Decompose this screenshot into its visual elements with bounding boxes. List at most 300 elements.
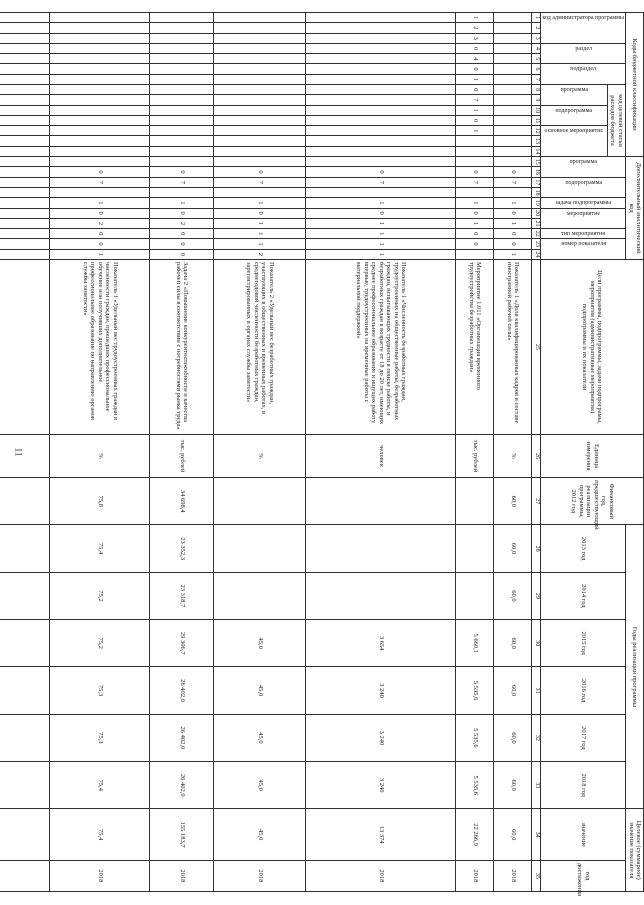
code-cell: 0 (494, 239, 532, 249)
code-cell (0, 115, 50, 125)
code-cell: 0 (50, 229, 150, 239)
column-number-row (532, 13, 541, 892)
code-cell (0, 187, 50, 197)
goal-cell: Показатель 2 «Удельный вес безработных граждан, участвующих в общественных и временных работах, в среднегодовой численности безработных граждан, зарегистрированных в органах службы занятости» (214, 259, 306, 434)
column-number: 11 (532, 115, 541, 125)
goal-cell: Показатель 1 «Удельный вес трудоустроенных граждан в численности граждан, прошедших профессиональное обучение или получивших дополнительное профессиональное образование по направлению органов службы занятости» (50, 259, 150, 434)
code-cell: 1 (214, 229, 306, 239)
code-cell (0, 64, 50, 74)
header-value: значение (541, 809, 626, 860)
column-number: 22 (532, 229, 541, 239)
column-number: 1 (532, 13, 541, 23)
year-value-cell (214, 525, 306, 572)
column-number: 26 (532, 434, 541, 477)
code-cell: 7 (150, 177, 214, 187)
code-cell (150, 105, 214, 115)
code-cell (306, 157, 456, 167)
code-cell (50, 105, 150, 115)
column-number: 15 (532, 157, 541, 167)
code-cell (494, 126, 532, 136)
code-cell (150, 74, 214, 84)
year-value-cell: 75,3 (50, 667, 150, 714)
code-cell (214, 84, 306, 94)
column-number: 17 (532, 177, 541, 187)
code-cell (150, 13, 214, 23)
code-cell (0, 84, 50, 94)
header-task: задача подпрограммы (555, 200, 612, 207)
code-cell (306, 84, 456, 94)
code-cell: 0 (456, 43, 494, 53)
column-number: 30 (532, 620, 541, 667)
code-cell (214, 146, 306, 156)
code-cell (50, 43, 150, 53)
base-year-cell (306, 478, 456, 525)
year-reach-cell (0, 860, 50, 891)
header-y2016: 2016 год (541, 667, 626, 714)
column-number: 35 (532, 860, 541, 891)
code-cell: 0 (306, 208, 456, 218)
column-number: 16 (532, 167, 541, 177)
code-cell: 1 (50, 198, 150, 208)
code-cell: 0 (150, 208, 214, 218)
year-value-cell: 45,0 (214, 620, 306, 667)
code-cell: 1 (214, 198, 306, 208)
code-cell (150, 187, 214, 197)
code-cell (0, 126, 50, 136)
header-event-type: тип мероприятия (561, 231, 606, 238)
code-cell (214, 43, 306, 53)
year-value-cell (0, 762, 50, 809)
header-years: Годы реализации программы (626, 525, 644, 809)
header-admin-code: код администратора программы (542, 15, 625, 21)
header-program: программа (560, 86, 588, 93)
code-cell (214, 105, 306, 115)
header-budget-codes: Коды бюджетной классификации (626, 13, 644, 157)
code-cell (494, 105, 532, 115)
header-main-event: основное мероприятие (544, 128, 604, 135)
year-value-cell: 45,0 (214, 667, 306, 714)
goal-cell: Показатель 1 «Доля квалифицированных кадров в составе иностранной рабочей силы» (494, 259, 532, 434)
base-year-cell: 60,0 (494, 478, 532, 525)
code-cell (150, 33, 214, 43)
target-value-cell: 75,4 (50, 809, 150, 860)
target-value-cell: 45,0 (214, 809, 306, 860)
header-unit: Единица измерения (541, 434, 644, 477)
column-number: 20 (532, 208, 541, 218)
code-cell (150, 84, 214, 94)
code-cell (494, 33, 532, 43)
code-cell (0, 13, 50, 23)
code-cell (494, 95, 532, 105)
header-subprogram: подпрограмма (555, 107, 593, 114)
code-cell (0, 54, 50, 64)
code-cell (306, 126, 456, 136)
column-number: 18 (532, 187, 541, 197)
year-value-cell: 75,4 (50, 525, 150, 572)
code-cell: 1 (306, 249, 456, 259)
table-row (456, 13, 494, 892)
code-cell: 0 (494, 229, 532, 239)
table-body (0, 13, 532, 892)
code-cell (306, 64, 456, 74)
year-value-cell (306, 525, 456, 572)
code-cell (306, 115, 456, 125)
code-cell (0, 218, 50, 228)
code-cell: 0 (214, 167, 306, 177)
code-cell: 1 (456, 74, 494, 84)
base-year-cell: 34 698,4 (150, 478, 214, 525)
column-number: 10 (532, 105, 541, 115)
column-number: 12 (532, 126, 541, 136)
code-cell (214, 13, 306, 23)
code-cell (50, 64, 150, 74)
year-value-cell: 3 240 (306, 714, 456, 761)
year-value-cell: 60,0 (494, 762, 532, 809)
code-cell (306, 43, 456, 53)
code-cell (214, 74, 306, 84)
code-cell (456, 146, 494, 156)
code-cell: 0 (456, 84, 494, 94)
column-number: 31 (532, 667, 541, 714)
header-subprogram-a: подпрограмма (564, 179, 602, 186)
code-cell (306, 33, 456, 43)
code-cell (494, 54, 532, 64)
year-reach-cell: 2018 (456, 860, 494, 891)
column-number: 29 (532, 572, 541, 619)
year-value-cell: 75,4 (50, 762, 150, 809)
code-cell (0, 177, 50, 187)
year-value-cell (456, 572, 494, 619)
year-value-cell: 5 535,6 (456, 667, 494, 714)
column-number: 23 (532, 239, 541, 249)
year-reach-cell: 2018 (494, 860, 532, 891)
code-cell (494, 187, 532, 197)
code-cell: 1 (494, 249, 532, 259)
code-cell (494, 74, 532, 84)
code-cell: 1 (306, 198, 456, 208)
unit-cell: % (494, 434, 532, 477)
code-cell (150, 95, 214, 105)
code-cell (306, 74, 456, 84)
year-value-cell: 60,0 (494, 525, 532, 572)
code-cell (150, 54, 214, 64)
code-cell: 0 (150, 229, 214, 239)
code-cell (0, 229, 50, 239)
unit-cell: человек (306, 434, 456, 477)
year-value-cell (306, 572, 456, 619)
code-cell: 0 (50, 167, 150, 177)
code-cell: 1 (494, 198, 532, 208)
code-cell (50, 136, 150, 146)
year-value-cell (0, 572, 50, 619)
unit-cell: % (214, 434, 306, 477)
code-cell (306, 95, 456, 105)
year-value-cell: 26 402,0 (150, 762, 214, 809)
column-number: 2 (532, 23, 541, 33)
code-cell: 1 (50, 249, 150, 259)
base-year-cell (0, 478, 50, 525)
code-cell (214, 23, 306, 33)
code-cell (150, 126, 214, 136)
header-subsection: подраздел (570, 66, 597, 73)
code-cell (214, 33, 306, 43)
code-cell: 0 (306, 167, 456, 177)
code-cell (0, 146, 50, 156)
code-cell: 0 (456, 208, 494, 218)
goal-cell: Мероприятие 1.011 «Организация временного трудоустройства безработных граждан» (456, 259, 494, 434)
table-row (50, 13, 150, 892)
code-cell (0, 95, 50, 105)
year-value-cell: 5 660,1 (456, 620, 494, 667)
target-value-cell: 22 266,9 (456, 809, 494, 860)
code-cell: 7 (456, 177, 494, 187)
code-cell (150, 157, 214, 167)
code-cell (0, 167, 50, 177)
header-base-year: Финансовый год, предшествующий реализации программы, 2012 год (541, 478, 644, 525)
year-reach-cell: 2018 (306, 860, 456, 891)
code-cell (50, 146, 150, 156)
code-cell (0, 74, 50, 84)
code-cell (306, 105, 456, 115)
code-cell: 0 (456, 167, 494, 177)
code-cell (306, 187, 456, 197)
code-cell: 0 (494, 167, 532, 177)
table-row (0, 13, 50, 892)
code-cell: 3 (456, 33, 494, 43)
header-year-reach: год достижения (541, 860, 626, 891)
code-cell: 2 (214, 249, 306, 259)
year-value-cell (456, 525, 494, 572)
column-number: 32 (532, 714, 541, 761)
column-number: 28 (532, 525, 541, 572)
table-row (150, 13, 214, 892)
code-cell (214, 136, 306, 146)
code-cell (50, 23, 150, 33)
header-indicator: номер показателя (560, 241, 606, 248)
header-goal: Цели программы, подпрограммы, задачи подпрограмы, мероприятия (административные мероприятия) подпрограммы и их показатели (541, 259, 644, 434)
code-cell (306, 54, 456, 64)
code-cell (0, 249, 50, 259)
code-cell: 7 (306, 177, 456, 187)
year-value-cell (0, 667, 50, 714)
column-number: 14 (532, 146, 541, 156)
code-cell (150, 43, 214, 53)
code-cell (0, 239, 50, 249)
code-cell: 0 (456, 115, 494, 125)
column-number: 7 (532, 74, 541, 84)
code-cell (0, 157, 50, 167)
code-cell (306, 146, 456, 156)
table-row (306, 13, 456, 892)
year-value-cell (0, 620, 50, 667)
year-value-cell: 75,2 (50, 620, 150, 667)
code-cell (50, 54, 150, 64)
column-number: 27 (532, 478, 541, 525)
code-cell: 7 (456, 95, 494, 105)
column-number: 3 (532, 33, 541, 43)
header-extra-code: Дополнительный аналитический код (626, 157, 644, 260)
target-value-cell: 13 374 (306, 809, 456, 860)
code-cell (494, 43, 532, 53)
code-cell: 0 (456, 239, 494, 249)
code-cell (0, 23, 50, 33)
page-number: 11 (13, 447, 24, 457)
column-number: 9 (532, 95, 541, 105)
code-cell (150, 64, 214, 74)
code-cell (494, 136, 532, 146)
target-value-cell (0, 809, 50, 860)
code-cell: 2 (50, 218, 150, 228)
year-reach-cell: 2018 (150, 860, 214, 891)
code-cell (494, 23, 532, 33)
code-cell: 2 (456, 23, 494, 33)
table-row (214, 13, 306, 892)
code-cell (306, 23, 456, 33)
year-reach-cell: 2018 (50, 860, 150, 891)
code-cell (214, 115, 306, 125)
code-cell: 1 (150, 198, 214, 208)
code-cell (50, 95, 150, 105)
code-cell: 0 (150, 249, 214, 259)
header-y2017: 2017 год (541, 714, 626, 761)
code-cell (494, 157, 532, 167)
header-y2018: 2018 год (541, 762, 626, 809)
year-value-cell: 75,3 (50, 714, 150, 761)
program-indicators-table (0, 12, 644, 897)
year-value-cell (0, 525, 50, 572)
code-cell (50, 84, 150, 94)
unit-cell: % (50, 434, 150, 477)
goal-cell (0, 259, 50, 434)
code-cell (50, 33, 150, 43)
year-value-cell: 60,0 (494, 620, 532, 667)
code-cell (50, 13, 150, 23)
code-cell: 1 (456, 105, 494, 115)
code-cell (0, 208, 50, 218)
year-value-cell: 3 654 (306, 620, 456, 667)
unit-cell: тыс. рублей (150, 434, 214, 477)
year-value-cell: 29 306,7 (150, 620, 214, 667)
code-cell: 4 (456, 54, 494, 64)
code-cell (214, 157, 306, 167)
year-value-cell: 23 318,7 (150, 572, 214, 619)
year-value-cell: 26 402,0 (150, 667, 214, 714)
code-cell: 1 (214, 239, 306, 249)
code-cell: 0 (150, 239, 214, 249)
code-cell (214, 54, 306, 64)
header-target: Целевое (суммарное) значение показателя (626, 809, 644, 892)
code-cell: 1 (306, 218, 456, 228)
code-cell: 1 (494, 218, 532, 228)
year-value-cell: 45,0 (214, 762, 306, 809)
code-cell (214, 126, 306, 136)
unit-cell (0, 434, 50, 477)
column-number: 33 (532, 762, 541, 809)
unit-cell: тыс. рублей (456, 434, 494, 477)
column-number: 13 (532, 136, 541, 146)
goal-cell: Показатель 1 «Численность безработных граждан, трудоустроенных на общественные работы, безработных граждан, испытывающих трудности в поиске работы, и безработных граждан в возрасте от 18 до 20 лет, имеющих среднее профессиональное образование и ищущих работу впервые, трудоустроенных на временные работы с материальной поддержкой» (306, 259, 456, 434)
code-cell (456, 187, 494, 197)
code-cell: 1 (306, 229, 456, 239)
code-cell: 0 (50, 208, 150, 218)
target-value-cell: 60,0 (494, 809, 532, 860)
code-cell: 7 (214, 177, 306, 187)
program-indicators-sheet (36, 12, 644, 897)
code-cell (494, 115, 532, 125)
column-number: 19 (532, 198, 541, 208)
code-cell: 0 (494, 208, 532, 218)
base-year-cell (214, 478, 306, 525)
code-cell: 7 (50, 177, 150, 187)
code-cell: 0 (50, 239, 150, 249)
header-y2013: 2013 год (541, 525, 626, 572)
code-cell (456, 136, 494, 146)
base-year-cell (456, 478, 494, 525)
year-reach-cell: 2018 (214, 860, 306, 891)
code-cell: 1 (456, 13, 494, 23)
code-cell (306, 13, 456, 23)
column-number: 25 (532, 259, 541, 434)
code-cell (0, 43, 50, 53)
year-value-cell: 3 240 (306, 667, 456, 714)
column-number: 4 (532, 43, 541, 53)
code-cell (50, 187, 150, 197)
code-cell (214, 64, 306, 74)
code-cell (0, 136, 50, 146)
base-year-cell: 75,8 (50, 478, 150, 525)
year-value-cell (214, 572, 306, 619)
code-cell (494, 13, 532, 23)
code-cell (150, 115, 214, 125)
year-value-cell: 3 240 (306, 762, 456, 809)
code-cell: 1 (214, 218, 306, 228)
year-value-cell: 60,0 (494, 714, 532, 761)
code-cell (494, 64, 532, 74)
code-cell: 1 (456, 218, 494, 228)
code-cell (494, 84, 532, 94)
code-cell (0, 198, 50, 208)
year-value-cell: 60,0 (494, 572, 532, 619)
code-cell: 0 (456, 229, 494, 239)
code-cell: 0 (214, 208, 306, 218)
code-cell (50, 157, 150, 167)
year-value-cell: 60,0 (494, 667, 532, 714)
year-value-cell (0, 714, 50, 761)
column-number: 34 (532, 809, 541, 860)
code-cell (214, 187, 306, 197)
code-cell (456, 157, 494, 167)
column-number: 5 (532, 54, 541, 64)
code-cell (50, 74, 150, 84)
code-cell: 0 (150, 167, 214, 177)
year-value-cell: 5 535,6 (456, 714, 494, 761)
header-event: мероприятие (566, 210, 600, 217)
column-number: 6 (532, 64, 541, 74)
header-y2015: 2015 год (541, 620, 626, 667)
column-number: 8 (532, 84, 541, 94)
code-cell: 2 (150, 218, 214, 228)
header-program-a: программа (569, 159, 598, 166)
header-section: раздел (574, 45, 592, 52)
target-value-cell: 155 183,7 (150, 809, 214, 860)
column-number: 24 (532, 249, 541, 259)
code-cell: 7 (494, 177, 532, 187)
header-target-article: код целевой статьи расходов бюджета (607, 84, 626, 156)
code-cell (0, 105, 50, 115)
year-value-cell: 23 352,3 (150, 525, 214, 572)
code-cell: 1 (306, 239, 456, 249)
year-value-cell: 45,0 (214, 714, 306, 761)
